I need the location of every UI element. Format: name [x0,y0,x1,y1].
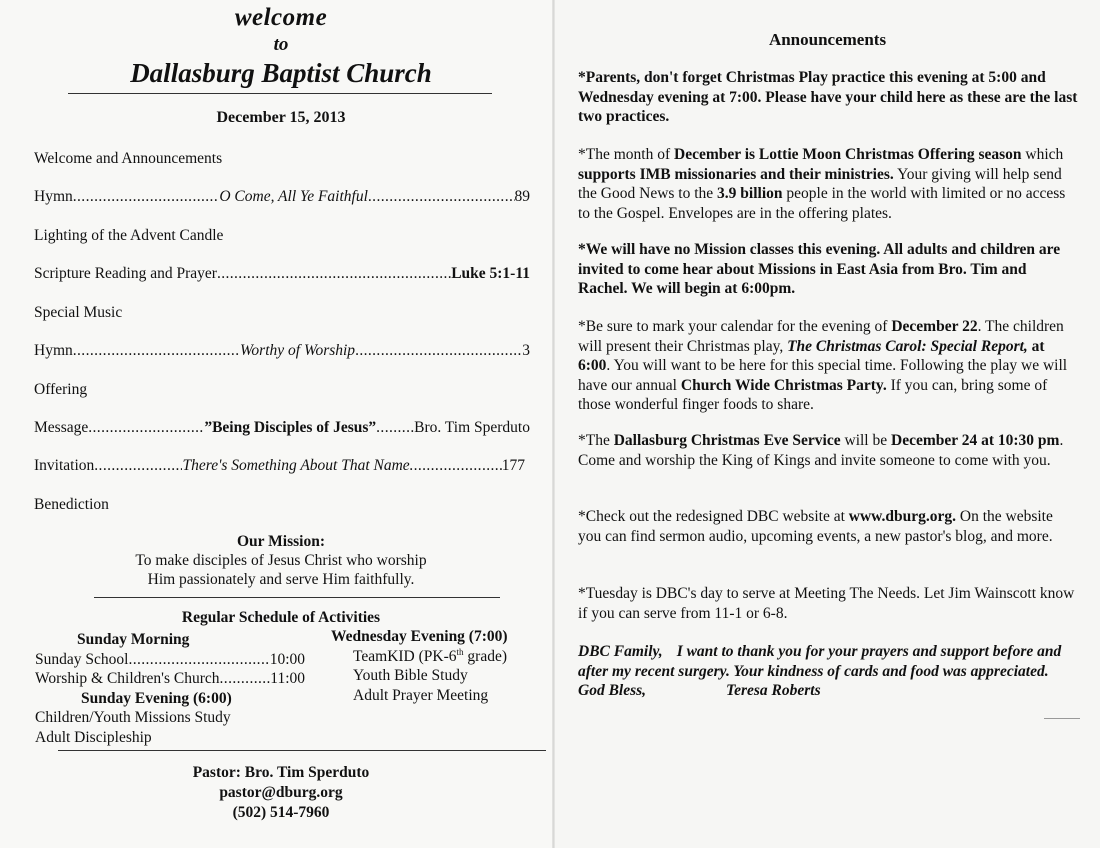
title-rule [68,93,492,94]
text: Your giving will help send the Good News to the [578,165,1062,202]
order-item-special-music [34,304,530,322]
body: I want to thank you for your prayers and support before and after my recent surgery. Your kindness of cards and food was appreciated. [578,643,1062,680]
order-label: Hymn [34,188,73,205]
bold-text: December is Lottie Moon Christmas Offering season [674,146,1022,163]
order-label: Lighting of the Advent Candle [34,227,224,244]
announcement-text [578,507,1078,546]
dot-leader [376,420,414,436]
activity-name: Sunday School [35,650,129,668]
sunday-morning-heading: Sunday Morning [77,631,190,648]
dot-leader [88,420,204,436]
announcement-missions [578,240,1078,299]
service-date: December 15, 2013 [216,109,346,126]
announcement-christmas-eve [578,431,1078,470]
announcement-thank-you [578,642,1078,701]
dot-leader [220,671,271,687]
right-page [555,0,1100,848]
order-item-benediction [34,496,530,514]
order-label: Welcome and Announcements [34,150,223,167]
hymn-title: Worthy of Worship [239,342,356,359]
announcement-text [578,642,1078,701]
text: *The [578,432,614,449]
announcement-lottie-moon [578,145,1078,223]
order-item-scripture [34,265,530,283]
dot-leader [128,652,269,668]
text: . You will want to be here for this special time. Following the play we will have our annual [578,357,1068,394]
welcome-to: to [273,34,289,55]
welcome-heading: welcome [234,4,328,31]
text: people in the world with limited or no access to the Gospel. Envelopes are in the offering plates. [578,185,1066,222]
bold-text: supports IMB missionaries and their ministries. [578,165,894,183]
dot-leader [94,458,182,474]
bold-text: Church Wide Christmas Party. [680,376,887,394]
church-name: Dallasburg Baptist Church [130,58,432,88]
order-item-welcome [34,150,530,168]
pastor-name: Pastor: Bro. Tim Sperduto [192,764,370,781]
invitation-title: There's Something About That Name. [182,457,414,474]
signature: Teresa Roberts [726,682,821,699]
announcement-text [578,145,1078,223]
announcements-title: Announcements [768,30,887,49]
order-label: Scripture Reading and Prayer [34,265,217,282]
dot-leader [414,458,502,474]
activity-text: TeamKID (PK-6 [353,647,457,665]
dot-leader [217,266,451,282]
superscript: th [456,646,464,657]
website-url: www.dburg.org. [848,508,956,525]
announcement-christmas-play [578,317,1078,415]
play-title: The Christmas Carol: Special Report, [787,337,1028,355]
order-label: Offering [34,381,88,398]
text: . Come and worship the King of Kings and invite someone to come with you. [578,432,1064,469]
announcement-christmas-practice [578,68,1078,127]
activity-text: grade) [463,647,507,665]
order-label: Invitation [34,457,95,474]
wednesday-evening-heading: Wednesday Evening (7:00) [331,628,508,645]
text: *Check out the redesigned DBC website at [578,508,849,525]
bold-text: 3.9 billion [717,185,783,202]
closing: God Bless, [578,682,647,699]
order-label: Special Music [34,304,123,321]
dot-leader [368,189,515,205]
order-item-hymn-2 [34,342,530,360]
announcement-text: *Parents, don't forget Christmas Play practice this evening at 5:00 and Wednesday evening at 7:00. Please have your child here as these are the last two practices. [578,69,1078,125]
scripture-ref: Luke 5:1-11 [451,265,530,282]
hymn-number: 177 [501,457,526,474]
pastor-email: pastor@dburg.org [219,784,343,801]
activity-name [331,647,531,667]
order-item-invitation [34,457,525,475]
dot-leader [73,189,220,205]
order-label: Benediction [34,496,109,513]
schedule-wednesday [331,627,531,705]
text: which [1021,146,1064,163]
bold-text: December 22 [891,318,978,335]
hymn-number: 3 [522,342,530,359]
activity-name: Children/Youth Missions Study [35,709,231,726]
text: *The month of [578,146,674,163]
bold-text: December 24 at 10:30 pm [891,432,1060,449]
announcement-text [578,431,1078,470]
schedule-rule [58,750,546,751]
mission-line-2: Him passionately and serve Him faithfully. [147,571,415,588]
mission-line-1: To make disciples of Jesus Christ who worship [135,552,427,569]
announcement-text [578,317,1078,415]
stray-mark [1044,718,1080,719]
text: On the website you can find sermon audio, upcoming events, a new pastor's blog, and more. [578,508,1053,545]
hymn-title: O Come, All Ye Faithful [219,188,368,205]
mission-heading: Our Mission: [237,533,325,550]
order-label: Hymn [34,342,73,359]
schedule-row [35,650,305,670]
schedule-sunday [35,630,305,747]
dot-leader [355,343,522,359]
text: . The children will present their Christmas play, [578,318,1064,355]
sunday-evening-heading: Sunday Evening (6:00) [81,689,232,707]
text: *Be sure to mark your calendar for the evening of [578,318,892,335]
text: will be [840,432,891,449]
schedule-row [35,669,305,689]
order-label: Message [34,419,89,436]
pastor-contact [0,763,562,823]
order-item-offering [34,381,530,399]
order-item-advent-candle [34,227,530,245]
order-item-hymn-1 [34,188,530,206]
hymn-number: 89 [514,188,530,205]
activity-name: Adult Discipleship [35,728,152,746]
activity-time: 10:00 [269,650,305,668]
announcement-meeting-needs [578,584,1078,623]
mission-rule [94,597,500,598]
announcement-text: *We will have no Mission classes this evening. All adults and children are invited to come hear about Missions in East Asia from Bro. Tim and Rachel. We will begin at 6:00pm. [578,241,1061,297]
bold-text: at 6:00 [578,337,1045,374]
page-fold [552,0,555,848]
dot-leader [73,343,240,359]
announcement-text: *Tuesday is DBC's day to serve at Meeting The Needs. Let Jim Wainscott know if you can serve from 11-1 or 6-8. [578,585,1075,622]
activity-name: Youth Bible Study [353,667,468,684]
activity-time: 11:00 [270,670,305,687]
schedule-heading: Regular Schedule of Activities [181,609,381,626]
greeting: DBC Family, [578,643,663,660]
pastor-phone: (502) 514-7960 [232,804,330,821]
message-title: ”Being Disciples of Jesus” [204,419,377,436]
activity-name: Worship & Children's Church [35,670,220,687]
announcement-website [578,507,1078,546]
text: If you can, bring some of those wonderful finger foods to share. [578,376,1048,413]
order-item-message [34,419,530,437]
message-speaker: Bro. Tim Sperduto [414,419,530,436]
bold-text: Dallasburg Christmas Eve Service [613,432,841,449]
activity-name: Adult Prayer Meeting [353,686,489,704]
